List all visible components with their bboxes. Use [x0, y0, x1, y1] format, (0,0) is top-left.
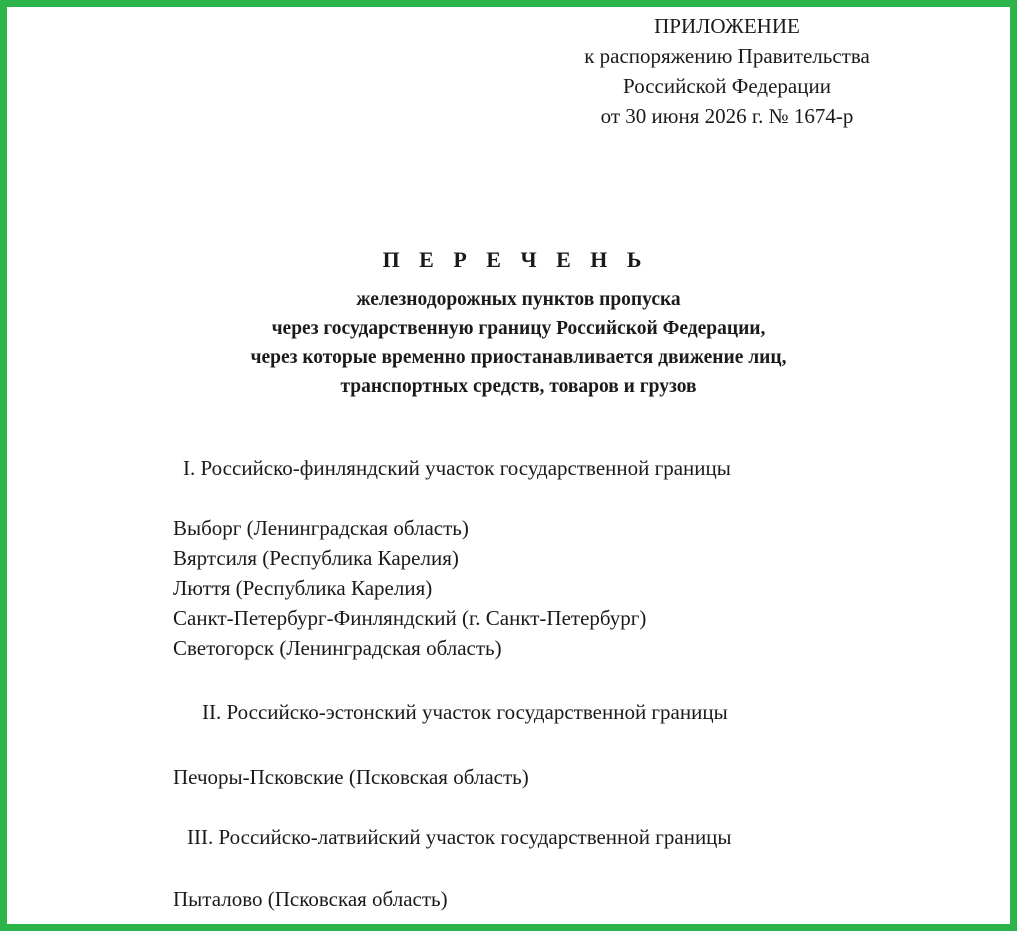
appendix-header [527, 11, 927, 131]
appendix-government-line: Российской Федерации [623, 74, 831, 98]
list-title: П Е Р Е Ч Е Н Ь [382, 247, 649, 272]
section-heading-latvia: III. Российско-латвийский участок государственной границы [187, 825, 732, 849]
list-item: Санкт-Петербург-Финляндский (г. Санкт-Петербург) [173, 606, 647, 630]
section-heading-estonia: II. Российско-эстонский участок государственной границы [202, 700, 728, 724]
list-item: Люття (Республика Карелия) [173, 576, 433, 600]
list-item: Выборг (Ленинградская область) [173, 516, 469, 540]
list-subtitle-line: через государственную границу Российской Федерации, [271, 318, 766, 339]
section-list-finland [173, 513, 646, 663]
list-subtitle-line: железнодорожных пунктов пропуска [356, 289, 681, 310]
appendix-label: ПРИЛОЖЕНИЕ [654, 14, 800, 38]
section-heading-finland: I. Российско-финляндский участок государственной границы [183, 456, 731, 480]
list-subtitle-line: через которые временно приостанавливается движение лиц, [250, 347, 787, 368]
list-subtitle-line: транспортных средств, товаров и грузов [340, 376, 697, 397]
appendix-date-number: от 30 июня 2026 г. № 1674-р [600, 104, 854, 128]
list-item: Пыталово (Псковская область) [173, 887, 448, 911]
list-item: Светогорск (Ленинградская область) [173, 636, 502, 660]
section-list-latvia [173, 884, 448, 914]
list-item: Вяртсиля (Республика Карелия) [173, 546, 459, 570]
list-item: Печоры-Псковские (Псковская область) [173, 765, 529, 789]
section-list-estonia [173, 762, 529, 792]
appendix-order-line: к распоряжению Правительства [584, 44, 870, 68]
list-title-block [7, 245, 1010, 401]
list-subtitle [7, 285, 1010, 401]
